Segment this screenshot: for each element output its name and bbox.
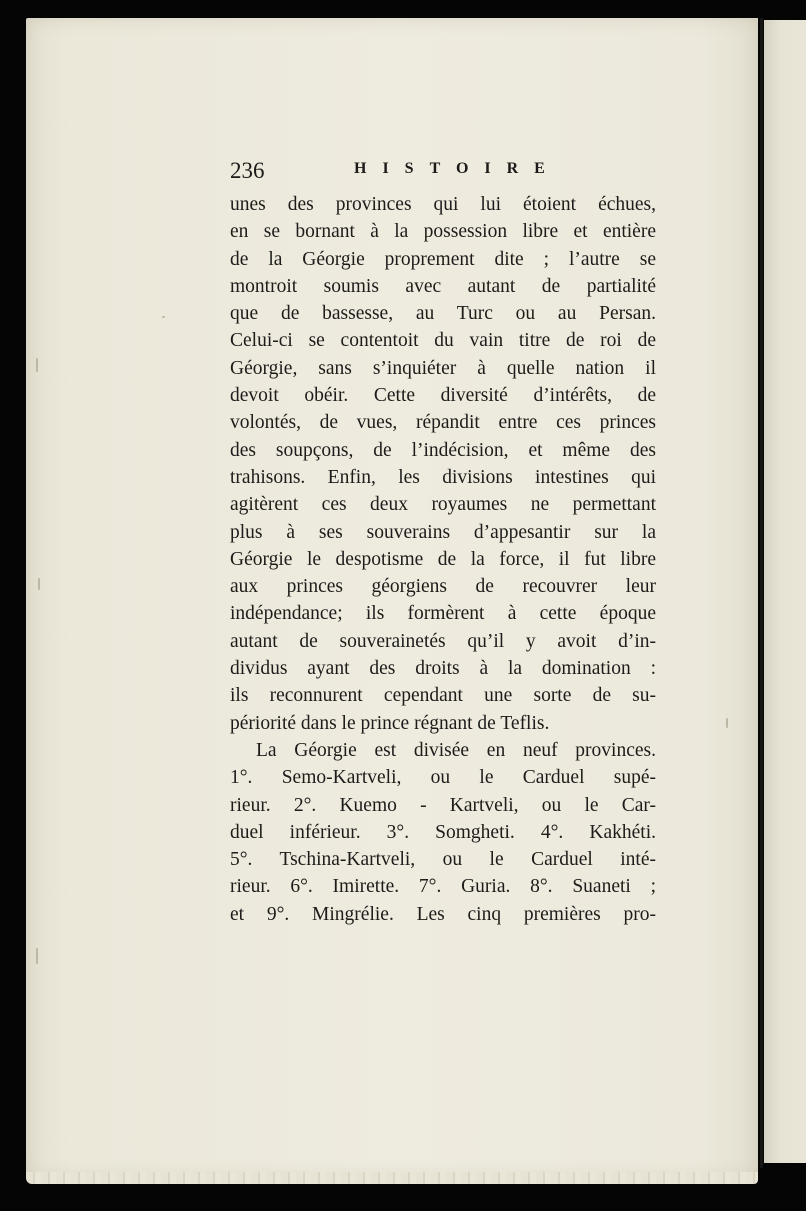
body-text xyxy=(230,191,656,928)
text-line: que de bassesse, au Turc ou au Persan. xyxy=(230,303,656,325)
running-header xyxy=(230,158,670,186)
text-line: La Géorgie est divisée en neuf provinces. xyxy=(256,739,656,761)
page-number: 236 xyxy=(230,158,265,183)
text-line: devoit obéir. Cette diversité d’intérêts, de xyxy=(230,385,656,407)
paper-speck xyxy=(36,948,38,964)
text-line: montroit soumis avec autant de partialité xyxy=(230,275,656,297)
text-line: périorité dans le prince régnant de Teflis. xyxy=(230,712,550,734)
text-line: 1°. Semo-Kartveli, ou le Carduel supé- xyxy=(230,767,656,789)
text-line: de la Géorgie proprement dite ; l’autre se xyxy=(230,248,656,270)
text-line: 5°. Tschina-Kartveli, ou le Carduel inté- xyxy=(230,849,656,871)
text-line: plus à ses souverains d’appesantir sur la xyxy=(230,521,656,543)
text-line: ils reconnurent cependant une sorte de su- xyxy=(230,685,656,707)
text-line: Géorgie, sans s’inquiéter à quelle nation il xyxy=(230,357,656,379)
paper-speck xyxy=(162,316,165,318)
text-line: dividus ayant des droits à la domination : xyxy=(230,658,656,680)
text-line: des soupçons, de l’indécision, et même des xyxy=(230,439,656,461)
page-gutter xyxy=(760,18,763,1168)
text-line: trahisons. Enfin, les divisions intestines qui xyxy=(230,466,656,488)
text-line: rieur. 6°. Imirette. 7°. Guria. 8°. Suaneti ; xyxy=(230,876,656,898)
text-line: duel inférieur. 3°. Somgheti. 4°. Kakhéti. xyxy=(230,821,656,843)
paper-speck xyxy=(36,358,38,372)
text-line: en se bornant à la possession libre et entière xyxy=(230,221,656,243)
text-line: indépendance; ils formèrent à cette époque xyxy=(230,603,656,625)
text-line: autant de souverainetés qu’il y avoit d’in- xyxy=(230,630,656,652)
text-line: Géorgie le despotisme de la force, il fut libre xyxy=(230,548,656,570)
running-title: HISTOIRE xyxy=(354,160,561,177)
text-line: agitèrent ces deux royaumes ne permettant xyxy=(230,494,656,516)
text-line: aux princes géorgiens de recouvrer leur xyxy=(230,576,656,598)
facing-page-edge xyxy=(764,20,806,1163)
text-line: volontés, de vues, répandit entre ces princes xyxy=(230,412,656,434)
text-line: et 9°. Mingrélie. Les cinq premières pro- xyxy=(230,903,656,925)
paper-speck xyxy=(726,718,728,728)
text-line: rieur. 2°. Kuemo - Kartveli, ou le Car- xyxy=(230,794,656,816)
text-line: unes des provinces qui lui étoient échues, xyxy=(230,194,656,215)
text-line: Celui-ci se contentoit du vain titre de roi de xyxy=(230,330,656,352)
paper-speck xyxy=(38,578,40,590)
